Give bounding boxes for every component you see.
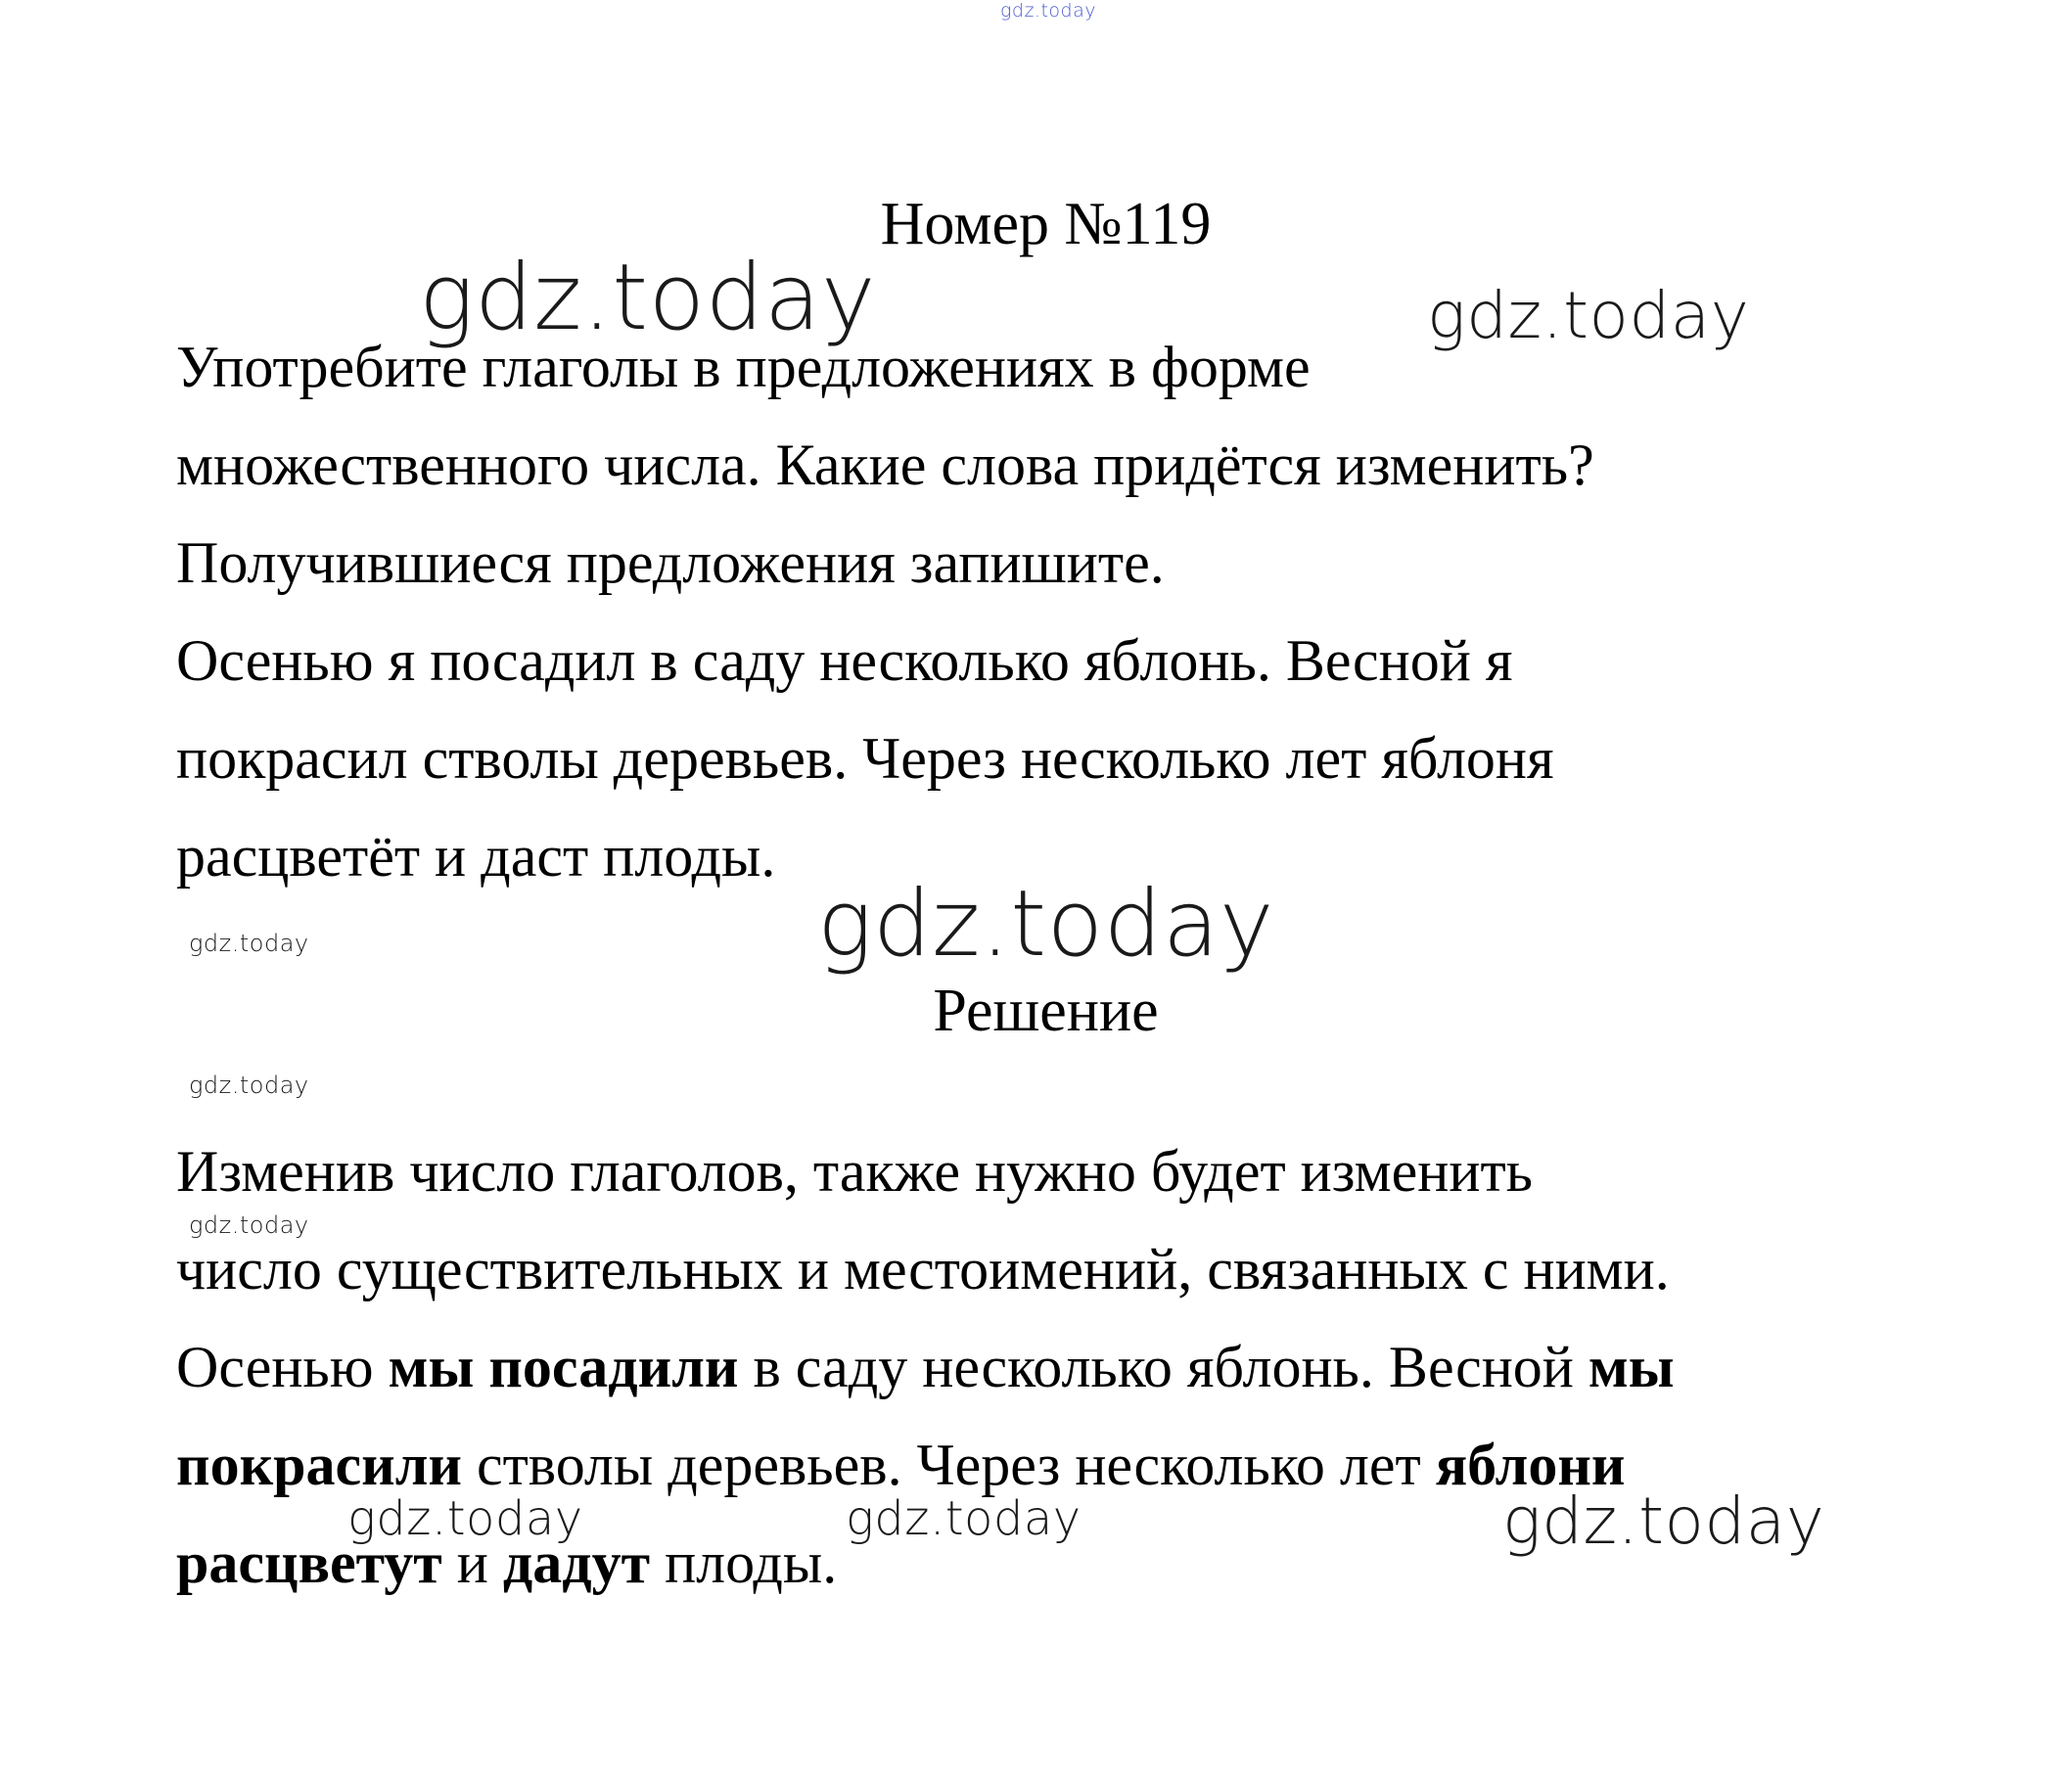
watermark-bottom-3: gdz.today [1502,1483,1825,1559]
task-line-2: множественного числа. Какие слова придётся изменить? [176,433,1594,497]
solution-line-3-bold-pronoun: мы [1588,1335,1675,1399]
solution-line-5-part-d: плоды. [650,1530,838,1595]
watermark-small-2: gdz.today [189,1072,309,1099]
watermark-small-3: gdz.today [189,1211,309,1239]
solution-line-5-bold-verb-1: расцветут [176,1530,442,1595]
task-line-4: Осенью я посадил в саду несколько яблонь. Весной я [176,628,1513,693]
solution-line-4-bold-noun: яблони [1435,1433,1626,1497]
solution-line-1: Изменив число глаголов, также нужно будет изменить [176,1139,1534,1204]
solution-line-4 [176,1433,1626,1497]
solution-title: Решение [933,978,1159,1044]
task-line-5: покрасил стволы деревьев. Через несколько лет яблоня [176,726,1554,791]
solution-line-4-bold-verb: покрасили [176,1433,462,1497]
solution-line-2: число существительных и местоимений, связанных с ними. [176,1237,1670,1301]
watermark-bottom-2: gdz.today [846,1491,1082,1546]
task-line-1: Употребите глаголы в предложениях в форме [176,335,1311,399]
watermark-medium-right: gdz.today [1427,278,1750,353]
watermark-bottom-1: gdz.today [347,1491,583,1546]
solution-line-3-part-a: Осенью [176,1335,389,1399]
task-line-6: расцветёт и даст плоды. [176,824,776,889]
watermark-large-1: gdz.today [419,245,877,351]
watermark-top: gdz.today [1000,0,1096,22]
solution-line-5-bold-verb-2: дадут [502,1530,651,1595]
solution-line-3-bold-verb: мы посадили [388,1335,739,1399]
solution-line-3 [176,1335,1675,1399]
solution-line-4-part-b: стволы деревьев. Через несколько лет [461,1433,1436,1497]
task-line-3: Получившиеся предложения запишите. [176,530,1165,595]
task-title: Номер №119 [880,191,1212,257]
watermark-small-1: gdz.today [189,930,309,957]
watermark-large-2: gdz.today [817,871,1275,978]
solution-line-3-part-c: в саду несколько яблонь. Весной [738,1335,1589,1399]
solution-line-5-part-b: и [441,1530,503,1595]
